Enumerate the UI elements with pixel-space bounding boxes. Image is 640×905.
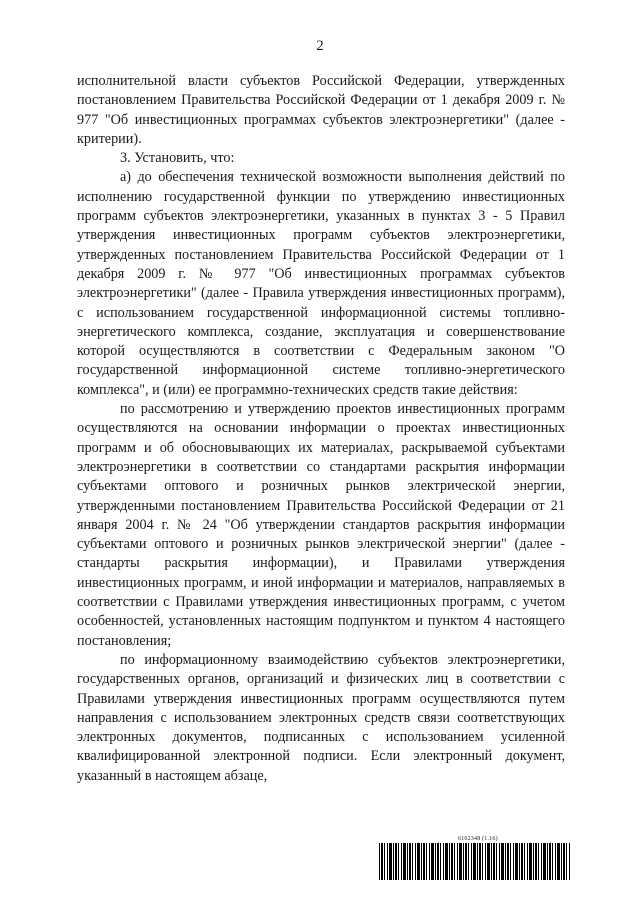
paragraph-subitem-a: а) до обеспечения технической возможности выполнения действий по исполнению государственной функции по утверждению инвестиционных программ субъектов электроэнергетики, указанных в пунктах 3 - 5 Правил утверждения инвестиционных программ субъектов электроэнергетики, утвержденных постановлением Правительства Российской Федерации от 1 декабря 2009 г. № 977 "Об инвестиционных программах субъектов электроэнергетики" (далее - Правила утверждения инвестиционных программ), с использованием государственной информационной системы топливно-энергетического комплекса, создание, эксплуатация и совершенствование которой осуществляются в соответствии с Федеральным законом "О государственной информационной системе топливно-энергетического комплекса", и (или) ее программно-технических средств такие действия: — [77, 169, 565, 398]
paragraph-item-3: 3. Установить, что: — [120, 150, 235, 167]
document-body — [77, 72, 565, 786]
document-code: 6102348 (1.16) — [458, 836, 498, 842]
page-number: 2 — [316, 38, 324, 54]
paragraph-criteria-continuation: исполнительной власти субъектов Российской Федерации, утвержденных постановлением Правительства Российской Федерации от 1 декабря 2009 г. № 977 "Об инвестиционных программах субъектов электроэнергетики" (далее - критерии). — [77, 73, 565, 147]
paragraph-information-exchange: по информационному взаимодействию субъектов электроэнергетики, государственных органов, организаций и физических лиц в соответствии с Правилами утверждения инвестиционных программ осуществляются путем направления с использованием электронных средств связи соответствующих электронных документов, подписанных с использованием усиленной квалифицированной электронной подписи. Если электронный документ, указанный в настоящем абзаце, — [77, 651, 565, 784]
paragraph-review-approval: по рассмотрению и утверждению проектов инвестиционных программ осуществляются на основании информации о проектах инвестиционных программ и об обосновывающих их материалах, раскрываемой субъектами электроэнергетики в соответствии со стандартами раскрытия информации субъектами оптового и розничных рынков электрической энергии, утвержденными постановлением Правительства Российской Федерации от 21 января 2004 г. № 24 "Об утверждении стандартов раскрытия информации субъектами оптового и розничных рынков электрической энергии" (далее - стандарты раскрытия информации), и Правилами утверждения инвестиционных программ, и иной информации и материалов, направляемых в соответствии с Правилами утверждения инвестиционных программ, с учетом особенностей, установленных настоящим подпунктом и пунктом 4 настоящего постановления; — [77, 401, 565, 649]
barcode-icon — [379, 843, 570, 880]
